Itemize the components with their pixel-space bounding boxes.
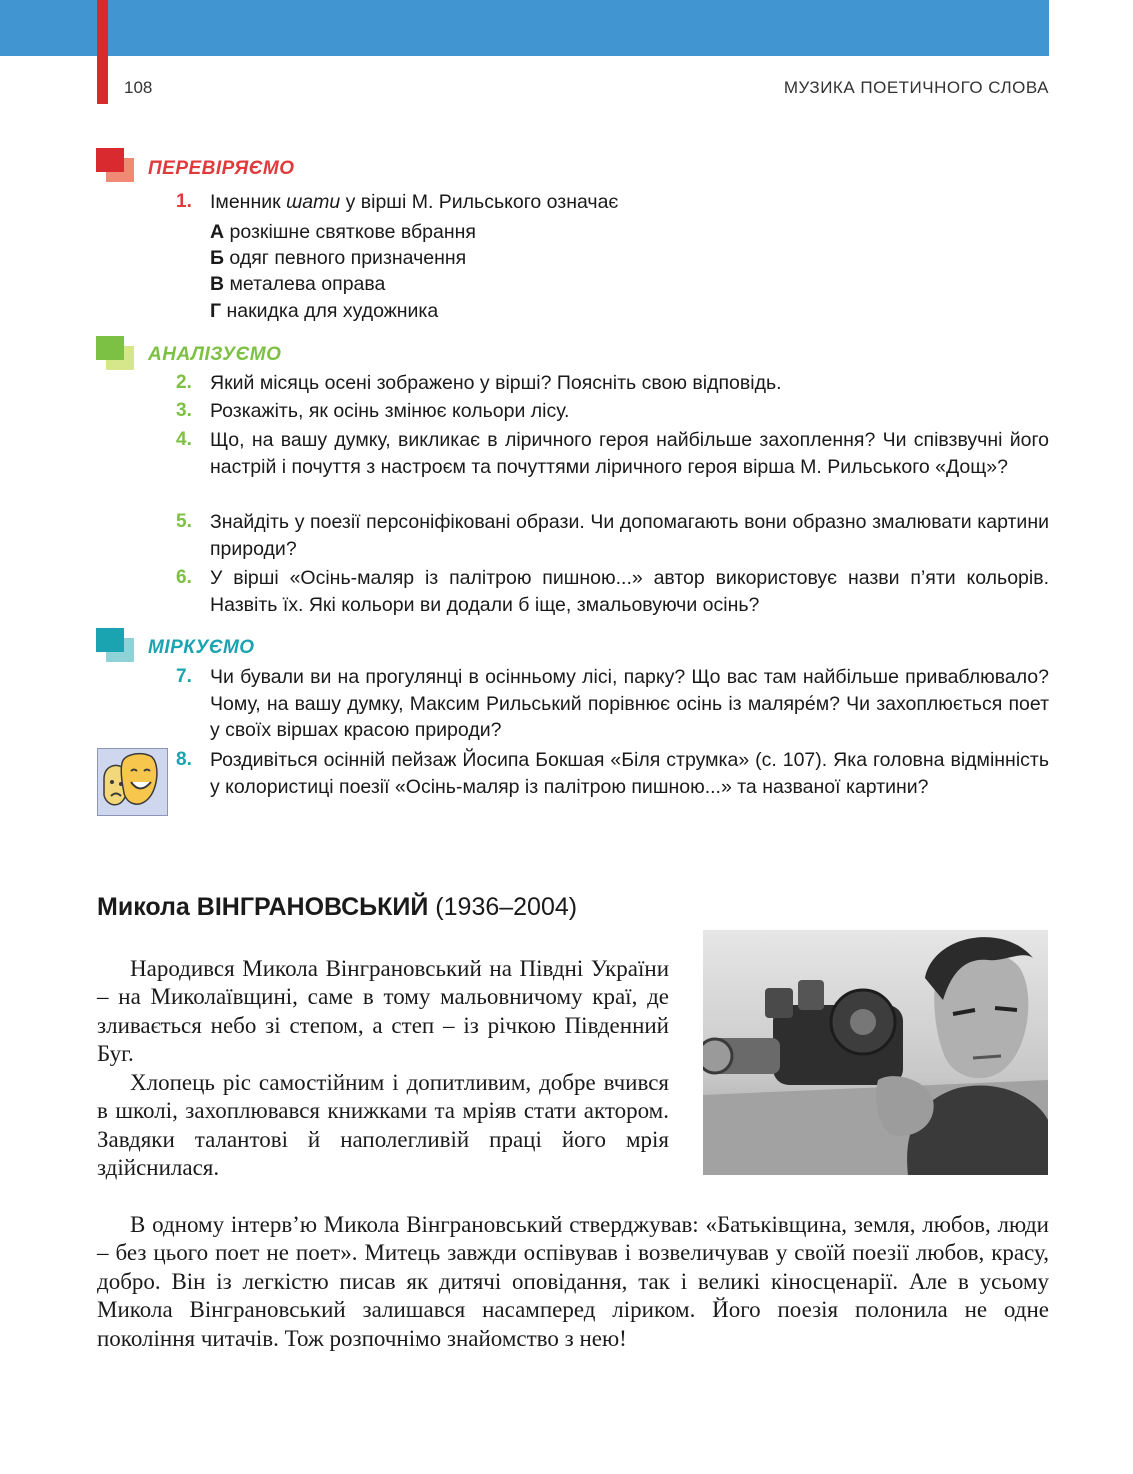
- question-text: Чи бували ви на прогулянці в осінньому лісі, парку? Що вас там найбільше приваблювало? Чому, на вашу думку, Максим Рильський порівнює осінь із маляре́м? Чи захоплюється поет у своїх віршах красою природи?: [210, 666, 1049, 741]
- check-section-icon: [96, 148, 134, 182]
- question-5: [176, 509, 1049, 562]
- question-4: [176, 427, 1049, 480]
- check-section-title: ПЕРЕВІРЯЄМО: [148, 158, 295, 179]
- think-section-title: МІРКУЄМО: [148, 637, 255, 658]
- answer-option-b: Б одяг певного призначення: [210, 247, 467, 269]
- question-number: 8.: [176, 749, 192, 770]
- author-portrait-photo: [703, 930, 1048, 1175]
- question-8: [176, 747, 1049, 800]
- answer-option-a: А розкішне святкове вбрання: [210, 221, 476, 243]
- header-accent-bar: [97, 0, 108, 104]
- analyze-section-icon: [96, 336, 134, 370]
- question-number: 2.: [176, 372, 192, 393]
- question-number: 3.: [176, 400, 192, 421]
- page-number: 108: [124, 78, 153, 97]
- question-7: [176, 664, 1049, 744]
- question-text: Який місяць осені зображено у вірші? Поясніть свою відповідь.: [210, 372, 782, 394]
- question-number: 7.: [176, 666, 192, 687]
- answer-option-v: В металева оправа: [210, 273, 386, 295]
- question-number: 5.: [176, 511, 192, 532]
- question-number: 1.: [176, 191, 192, 212]
- bio-paragraph-3: В одному інтерв’ю Микола Вінграновський стверджував: «Батьківщина, земля, любов, люди – без цього поет не поет». Митець завжди оспівував і возвеличував у своїй поезії любов, красу, добро. Він із легкістю писав як дитячі оповідання, так і великі кіносценарії. Але в усьому Микола Вінграновський залишався насамперед ліриком. Його поезія полонила не одне покоління читачів. Тож розпочнімо знайомство з нею!: [97, 1212, 1049, 1351]
- bio-paragraph-2: Хлопець ріс самостійним і допитливим, добре вчився в школі, захоплювався книжками та мріяв стати актором. Завдяки талантові й наполегливій праці його мрія здійснилася.: [97, 1070, 669, 1181]
- question-2: [176, 370, 1049, 397]
- author-heading: Микола ВІНГРАНОВСЬКИЙ (1936–2004): [97, 893, 578, 921]
- question-number: 6.: [176, 567, 192, 588]
- think-section-icon: [96, 628, 134, 662]
- bio-paragraph-1: Народився Микола Вінграновський на Півдні України – на Миколаївщині, саме в тому мальовничому краї, де зливається небо зі степом, а степ – із річкою Південний Буг.: [97, 956, 669, 1067]
- question-1: [176, 189, 1049, 216]
- question-number: 4.: [176, 429, 192, 450]
- running-title: МУЗИКА ПОЕТИЧНОГО СЛОВА: [783, 78, 1049, 97]
- question-text: Що, на вашу думку, викликає в ліричного героя найбільше захоплення? Чи співзвучні його настрій і почуття з настроєм та почуттями ліричного героя вірша М. Рильського «Дощ»?: [210, 429, 1049, 478]
- theatre-masks-icon: [97, 748, 168, 816]
- answer-option-g: Г накидка для художника: [210, 300, 439, 322]
- question-text: Знайдіть у поезії персоніфіковані образи. Чи допомагають вони образно змалювати картини природи?: [210, 511, 1049, 560]
- question-text: Іменник шати у вірші М. Рильського означає: [210, 191, 619, 213]
- question-3: [176, 398, 1049, 425]
- analyze-section-title: АНАЛІЗУЄМО: [148, 344, 282, 365]
- header-band: [0, 0, 1049, 56]
- question-6: [176, 565, 1049, 618]
- question-text: Розкажіть, як осінь змінює кольори лісу.: [210, 400, 570, 422]
- question-text: Роздивіться осінній пейзаж Йосипа Бокшая «Біля струмка» (с. 107). Яка головна відмінність у колористиці поезії «Осінь-маляр із палітрою пишною...» та названої картини?: [210, 749, 1049, 798]
- question-text: У вірші «Осінь-маляр із палітрою пишною...» автор використовує назви п’яти кольорів. Назвіть їх. Які кольори ви додали б іще, змальовуючи осінь?: [210, 567, 1049, 616]
